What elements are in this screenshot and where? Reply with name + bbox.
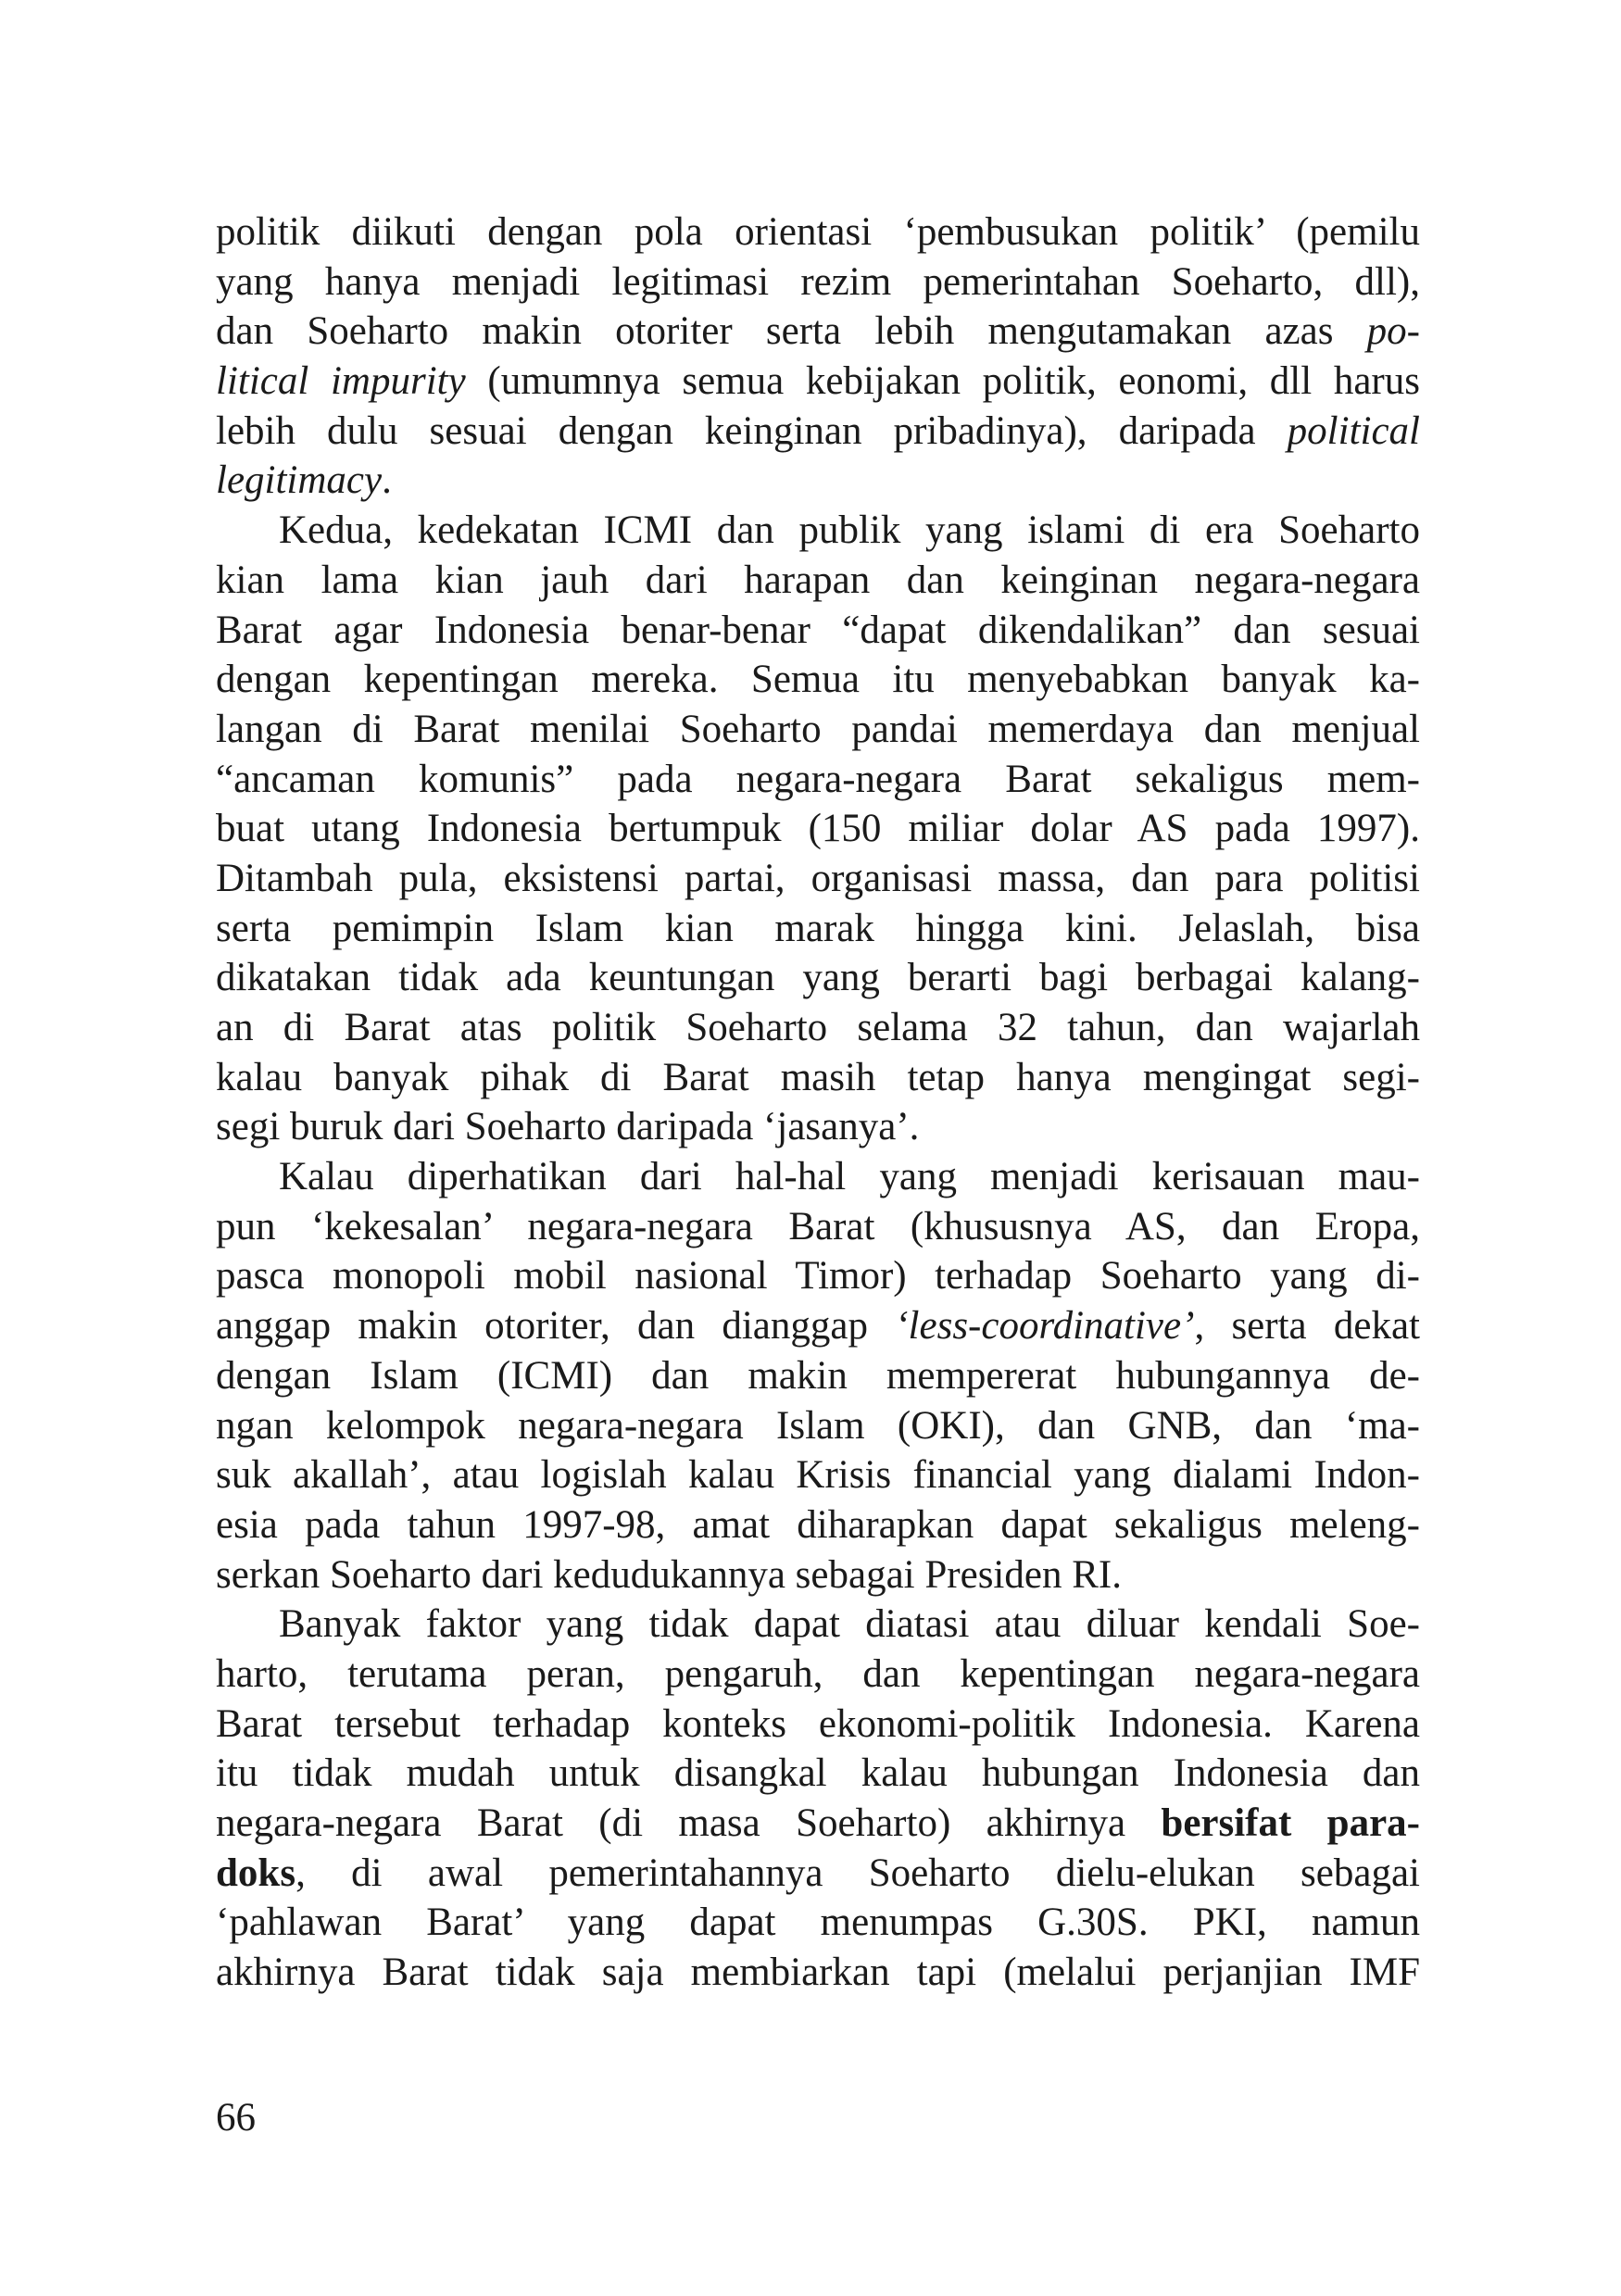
text-line <box>216 1550 1420 1600</box>
text-segment: serta pemimpin Islam kian marak hingga kini. Jelaslah, bisa <box>216 906 1420 950</box>
bold-text: bersifat para- <box>1161 1801 1420 1845</box>
text-line <box>216 1948 1420 1998</box>
text-line <box>216 1401 1420 1451</box>
text-line <box>216 854 1420 904</box>
text-line <box>216 1650 1420 1700</box>
text-segment: Kalau diperhatikan dari hal-hal yang menjadi kerisauan mau- <box>279 1155 1420 1199</box>
text-segment: . <box>382 458 392 503</box>
text-line <box>216 606 1420 656</box>
text-segment: politik diikuti dengan pola orientasi ‘pembusukan politik’ (pemilu <box>216 210 1420 254</box>
text-line <box>216 1351 1420 1401</box>
text-line <box>216 655 1420 705</box>
text-segment: dikatakan tidak ada keuntungan yang berarti bagi berbagai kalang- <box>216 956 1420 1000</box>
text-segment: yang hanya menjadi legitimasi rezim pemerintahan Soeharto, dll), <box>216 259 1420 304</box>
text-segment: dengan kepentingan mereka. Semua itu menyebabkan banyak ka- <box>216 658 1420 702</box>
text-line <box>216 307 1420 357</box>
text-line <box>216 1799 1420 1849</box>
text-line <box>216 1600 1420 1650</box>
text-segment: Banyak faktor yang tidak dapat diatasi atau diluar kendali Soe- <box>279 1602 1420 1647</box>
text-segment: (umumnya semua kebijakan politik, eonomi, dll harus <box>465 359 1420 404</box>
text-segment: “ancaman komunis” pada negara-negara Barat sekaligus mem- <box>216 757 1420 801</box>
text-line <box>216 1102 1420 1152</box>
text-line <box>216 357 1420 407</box>
text-line <box>216 904 1420 954</box>
body-text <box>216 207 1420 1998</box>
italic-text: litical impurity <box>216 359 466 404</box>
text-line <box>216 1202 1420 1252</box>
text-line <box>216 1700 1420 1750</box>
text-segment: anggap makin otoriter, dan dianggap <box>216 1304 896 1349</box>
text-segment: , serta dekat <box>1194 1304 1420 1349</box>
text-segment: segi buruk dari Soeharto daripada ‘jasanya’. <box>216 1105 920 1149</box>
text-line <box>216 804 1420 854</box>
text-segment: langan di Barat menilai Soeharto pandai memerdaya dan menjual <box>216 707 1420 751</box>
text-line <box>216 556 1420 606</box>
text-segment: negara-negara Barat (di masa Soeharto) akhirnya <box>216 1801 1162 1845</box>
italic-text: legitimacy <box>216 458 383 503</box>
text-segment: Ditambah pula, eksistensi partai, organisasi massa, dan para politisi <box>216 856 1420 900</box>
text-segment: akhirnya Barat tidak saja membiarkan tapi (melalui perjanjian IMF <box>216 1951 1420 1995</box>
text-segment: pasca monopoli mobil nasional Timor) terhadap Soeharto yang di- <box>216 1254 1420 1299</box>
text-segment: esia pada tahun 1997-98, amat diharapkan dapat sekaligus meleng- <box>216 1502 1420 1547</box>
text-segment: pun ‘kekesalan’ negara-negara Barat (khususnya AS, dan Eropa, <box>216 1204 1420 1248</box>
text-line <box>216 755 1420 805</box>
text-line <box>216 1152 1420 1202</box>
text-line <box>216 705 1420 755</box>
text-line <box>216 257 1420 307</box>
text-segment: buat utang Indonesia bertumpuk (150 miliar dolar AS pada 1997). <box>216 807 1420 851</box>
text-line <box>216 1898 1420 1948</box>
text-segment: , di awal pemerintahannya Soeharto dielu-elukan sebagai <box>295 1851 1420 1895</box>
text-line <box>216 456 1420 506</box>
italic-text: po- <box>1366 309 1420 354</box>
text-segment: Barat tersebut terhadap konteks ekonomi-politik Indonesia. Karena <box>216 1701 1420 1746</box>
text-line <box>216 1500 1420 1550</box>
text-line <box>216 1450 1420 1500</box>
text-line <box>216 207 1420 257</box>
text-segment: Barat agar Indonesia benar-benar “dapat dikendalikan” dan sesuai <box>216 608 1420 652</box>
italic-text: political <box>1287 408 1420 453</box>
text-segment: an di Barat atas politik Soeharto selama 32 tahun, dan wajarlah <box>216 1006 1420 1049</box>
text-segment: kian lama kian jauh dari harapan dan keinginan negara-negara <box>216 558 1420 602</box>
text-line <box>216 953 1420 1003</box>
text-segment: dengan Islam (ICMI) dan makin mempererat hubungannya de- <box>216 1353 1420 1398</box>
text-line <box>216 1251 1420 1301</box>
text-line <box>216 1849 1420 1899</box>
text-segment: dan Soeharto makin otoriter serta lebih mengutamakan azas <box>216 309 1367 354</box>
text-line <box>216 1003 1420 1053</box>
text-segment: lebih dulu sesuai dengan keinginan pribadinya), daripada <box>216 408 1288 453</box>
text-segment: ‘pahlawan Barat’ yang dapat menumpas G.30S. PKI, namun <box>216 1901 1420 1945</box>
bold-text: doks <box>216 1851 296 1895</box>
text-segment: ngan kelompok negara-negara Islam (OKI), dan GNB, dan ‘ma- <box>216 1403 1420 1448</box>
text-line <box>216 1301 1420 1351</box>
text-segment: serkan Soeharto dari kedudukannya sebagai Presiden RI. <box>216 1552 1122 1597</box>
text-line <box>216 407 1420 457</box>
text-segment: suk akallah’, atau logislah kalau Krisis financial yang dialami Indon- <box>216 1453 1420 1498</box>
text-segment: itu tidak mudah untuk disangkal kalau hubungan Indonesia dan <box>216 1751 1420 1796</box>
text-segment: harto, terutama peran, pengaruh, dan kepentingan negara-negara <box>216 1651 1420 1696</box>
text-line <box>216 1749 1420 1799</box>
text-segment: kalau banyak pihak di Barat masih tetap hanya mengingat segi- <box>216 1055 1420 1099</box>
italic-text: ‘less-coordinative’ <box>895 1304 1195 1349</box>
text-line <box>216 506 1420 556</box>
text-line <box>216 1053 1420 1103</box>
page-number: 66 <box>216 2096 256 2139</box>
text-segment: Kedua, kedekatan ICMI dan publik yang islami di era Soeharto <box>279 508 1420 553</box>
